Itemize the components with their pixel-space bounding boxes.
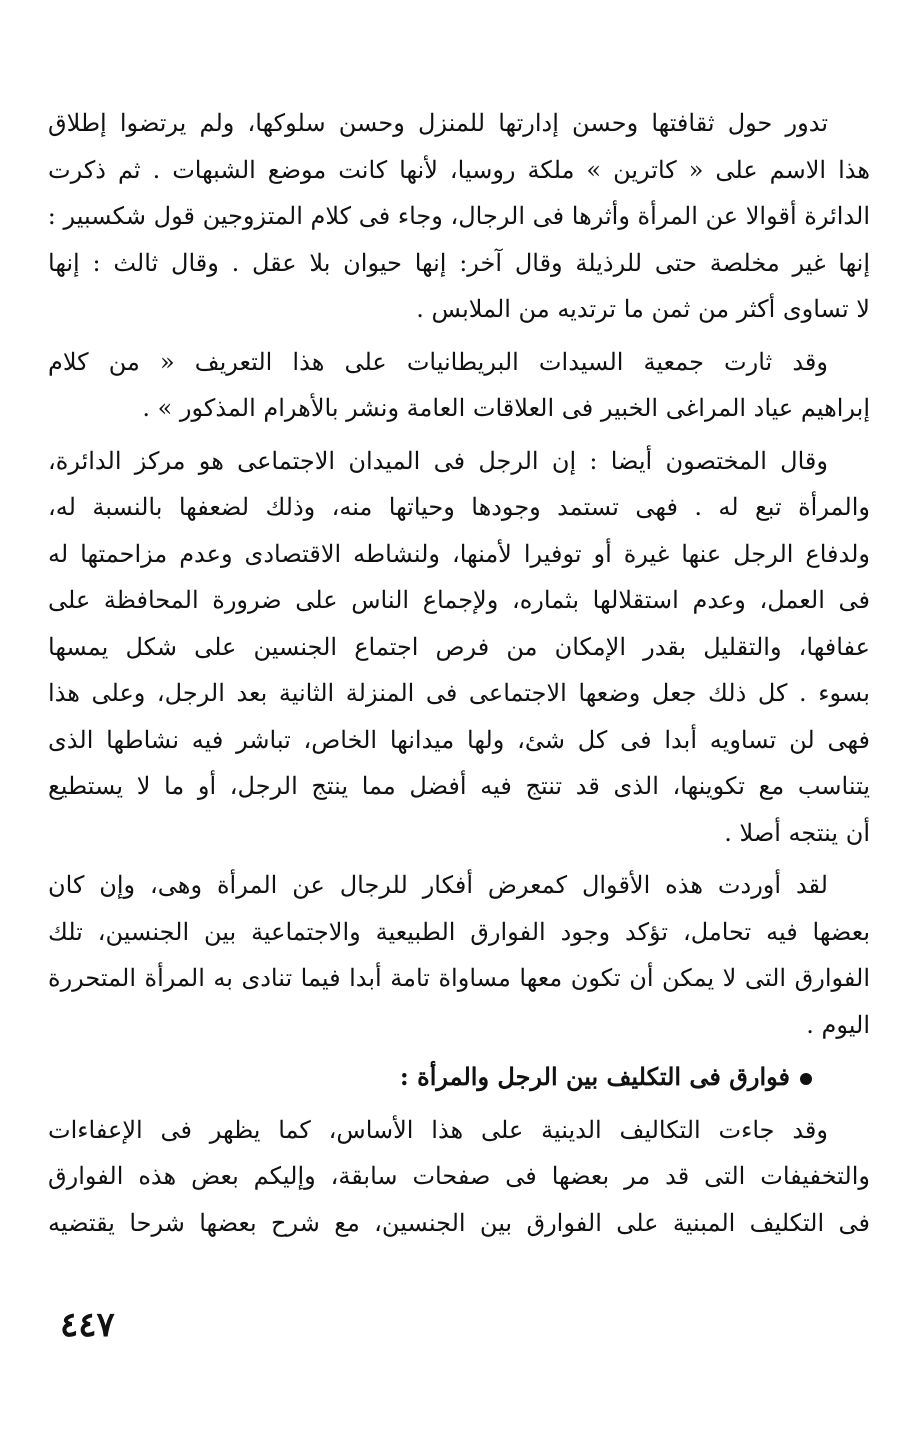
text-line: وقال المختصون أيضا : إن الرجل فى الميدان الاجتماعى هو مركز الدائرة، — [48, 446, 828, 475]
body-text — [48, 100, 870, 1252]
text-line: فى العمل، وعدم استقلالها بثماره، ولإجماع الناس على ضرورة المحافظة على — [48, 586, 870, 614]
text-line: بعضها فيه تحامل، تؤكد وجود الفوارق الطبيعية والاجتماعية بين الجنسين، تلك — [48, 917, 870, 946]
text-line: فهى لن تساويه أبدا فى كل شئ، ولها ميدانها الخاص، تباشر فيه نشاطها الذى — [48, 725, 870, 754]
text-line: وقد ثارت جمعية السيدات البريطانيات على هذا التعريف « من كلام — [48, 347, 828, 376]
text-line: بسوء . كل ذلك جعل وضعها الاجتماعى فى المنزلة الثانية بعد الرجل، وعلى هذا — [48, 679, 870, 707]
text-line: اليوم . — [806, 1010, 870, 1039]
section-heading-text: فوارق فى التكليف بين الرجل والمرأة : — [399, 1062, 790, 1091]
text-line: والمرأة تبع له . فهى تستمد وجودها وحياتها منه، وذلك لضعفها بالنسبة له، — [48, 493, 870, 521]
paragraph-1 — [48, 100, 870, 333]
text-line: عفافها، والتقليل بقدر الإمكان من فرص اجتماع الجنسين على شكل يمسها — [48, 632, 870, 661]
section-heading — [48, 1054, 870, 1101]
text-line: لا تساوى أكثر من ثمن ما ترتديه من الملابس . — [416, 295, 870, 323]
paragraph-2 — [48, 339, 870, 432]
text-line: الدائرة أقوالا عن المرأة وأثرها فى الرجال، وجاء فى كلام المتزوجين قول شكسبير : — [48, 202, 870, 230]
text-line: أن ينتجه أصلا . — [724, 818, 870, 847]
text-line: وقد جاءت التكاليف الدينية على هذا الأساس، كما يظهر فى الإعفاءات — [48, 1115, 828, 1144]
text-line: ولدفاع الرجل عنها غيرة أو توفيرا لأمنها، ولنشاطه الاقتصادى وعدم مزاحمتها له — [48, 539, 870, 568]
paragraph-4 — [48, 862, 870, 1048]
text-line: لقد أوردت هذه الأقوال كمعرض أفكار للرجال عن المرأة وهى، وإن كان — [48, 871, 828, 899]
page-number: ٤٤٧ — [60, 1305, 115, 1345]
paragraph-3 — [48, 438, 870, 857]
text-line: الفوارق التى لا يمكن أن تكون معها مساواة تامة أبدا فيما تنادى به المرأة المتحررة — [48, 964, 870, 992]
text-line: هذا الاسم على « كاترين » ملكة روسيا، لأنها كانت موضع الشبهات . ثم ذكرت — [48, 155, 870, 184]
text-line: إنها غير مخلصة حتى للرذيلة وقال آخر: إنها حيوان بلا عقل . وقال ثالث : إنها — [48, 248, 870, 277]
bullet-icon — [800, 1073, 812, 1085]
text-line: إبراهيم عياد المراغى الخبير فى العلاقات العامة ونشر بالأهرام المذكور » . — [142, 394, 870, 422]
text-line: يتناسب مع تكوينها، الذى قد تنتج فيه أفضل مما ينتج الرجل، أو ما لا يستطيع — [48, 772, 870, 800]
paragraph-5 — [48, 1107, 870, 1247]
text-line: فى التكليف المبنية على الفوارق بين الجنسين، مع شرح بعضها شرحا يقتضيه — [48, 1208, 870, 1237]
text-line: والتخفيفات التى قد مر بعضها فى صفحات سابقة، وإليكم بعض هذه الفوارق — [48, 1162, 870, 1190]
text-line: تدور حول ثقافتها وحسن إدارتها للمنزل وحسن سلوكها، ولم يرتضوا إطلاق — [48, 109, 829, 137]
